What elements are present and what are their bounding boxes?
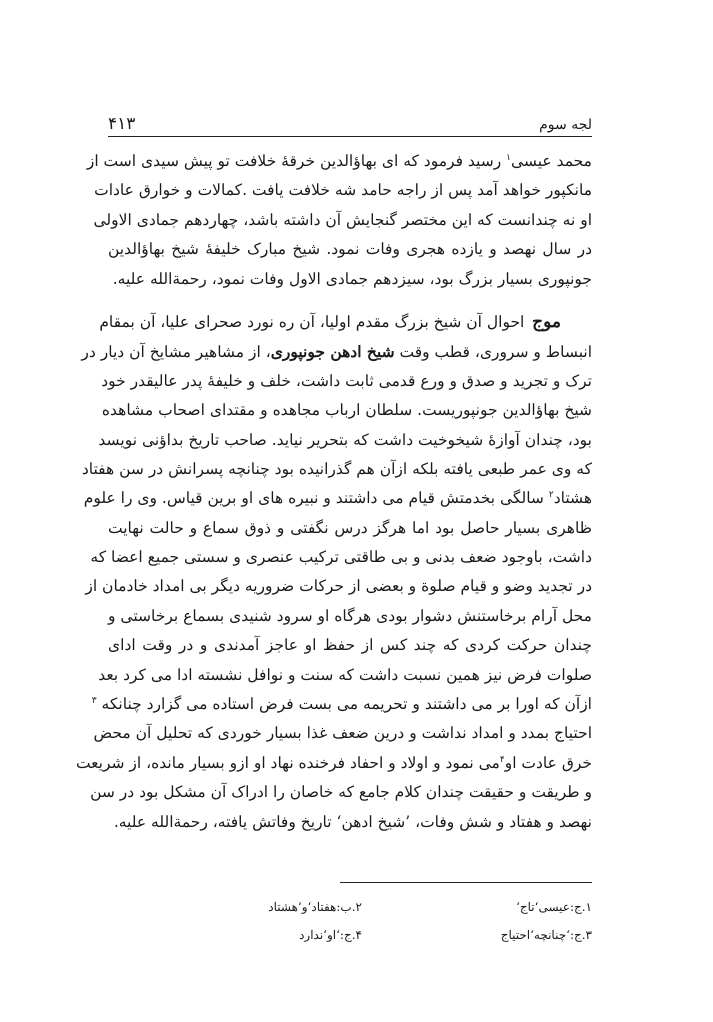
text-segment: رسید فرمود که ای بهاؤالدین خرقهٔ خلافت تو پیش سیدی است از [86,152,502,170]
text-line: شیخ بهاؤالدین جونپوریست. سلطان ارباب مجاهده و مقتدای اصحاب مشاهده [101,401,592,420]
text-line [83,484,592,513]
text-segment: هشتاد [553,489,592,508]
text-line: ظاهری بسیار حاصل بود اما هرگز درس نگفتی و ذوق سماع و حالت نهایت [108,518,592,537]
text-line: در تجدید وضو و قیام صلوة و بعضی از حرکات ضروریه دیگر بی امداد خادمان از [85,577,592,596]
header-rule [108,136,592,137]
footnote-3: ۳.ج:‘چنانچه‘احتیاج [500,928,592,942]
footnote-rule [340,882,592,883]
text-line: او نه چندانست که این مختصر گنجایش آن داشته باشد، چهاردهم جمادی الاولی [93,210,592,229]
text-line [86,147,592,176]
text-segment: ، از مشاهیر مشایخ آن دیار در [81,343,271,362]
running-title: لجه سوم [539,117,592,133]
text-segment: می نمود و اولاد و احفاد فرخنده نهاد او ازو بسیار مانده، از شریعت [75,753,500,772]
text-segment: ازآن که اورا بر می داشتند و تحریمه می بست فرض استاده می گزارد چنانکه [101,695,592,714]
text-line: و طریقت و حقیقت چندان کلام جامع که خاصان را ادراک آن مشکل بود در سن [90,783,592,802]
footnote-row [108,921,592,949]
text-line [99,308,592,337]
text-line: مانکپور خواهد آمد پس از راجه حامد شه خلافت یافت .کمالات و خوارق عادات [94,181,592,200]
text-line: در سال نهصد و یازده هجری وفات نمود. شیخ مبارک خلیفهٔ شیخ بهاؤالدین [108,240,592,259]
footnote-marker: ۲ [548,490,554,501]
text-line [81,337,592,366]
footnotes [108,893,592,949]
section-keyword: موج [532,311,561,332]
text-line [75,749,592,778]
text-line: جونپوری بسیار بزرگ بود، سیزدهم جمادی الاول وفات نمود، رحمةالله علیه. [112,269,592,288]
page-header [108,114,592,134]
text-line [91,690,592,719]
footnote-row [108,893,592,921]
text-segment: انبساط و سروری، قطب وقت [399,343,592,362]
footnote-marker: ۳ [91,696,97,707]
text-line: ترک و تجرید و صدق و ورع قدمی ثابت داشت، خلف و خلیفهٔ پدر عالیقدر خود [101,371,592,390]
text-segment: سالگی بخدمتش قیام می داشتند و نبیره های او برین قیاس. وی را علوم [83,489,544,508]
text-segment: خرق عادت او [504,753,592,772]
page-number: ۴۱۳ [108,114,136,134]
text-line: داشت، باوجود ضعف بدنی و بی طاقتی ترکیب عنصری و سستی جمیع اعضا که [90,548,592,567]
body-text [75,147,592,837]
text-line: نهصد و هفتاد و شش وفات، ’شیخ ادهن‘ تاریخ وفاتش یافته، رحمةالله علیه. [113,812,592,831]
text-line: صلوات فرض نیز همین نسبت داشت که سنت و نوافل نشسته ادا می کرد بعد [98,665,592,684]
footnote-4: ۴.ج:‘او‘ندارد [299,928,362,942]
text-line: که وی عمر طبعی یافته بلکه ازآن هم گذرانیده بود چنانچه پسرانش در سن هفتاد [81,459,592,478]
footnote-1: ۱.ج:عیسی‘تاج‘ [516,900,592,914]
paragraph-gap [108,294,592,308]
footnote-marker: ۱ [506,153,511,163]
footnote-marker: ۴ [499,754,505,765]
text-segment: احوال آن شیخ بزرگ مقدم اولیا، آن ره نورد صحرای علیا، آن بمقام [99,312,525,331]
text-segment: محمد عیسی [510,152,592,170]
text-line: محل آرام برخاستنش دشوار بودی هرگاه او سرود شنیدی بسماع برخاستی و [108,606,592,625]
footnote-2: ۲.ب:هفتاد‘و‘هشتاد [268,900,362,914]
text-line: بود، چندان آوازهٔ شیخوخیت داشت که بتحریر نیاید. صاحب تاریخ بداؤنی نویسد [98,430,592,449]
bold-name: شیخ ادهن جونپوری [270,342,395,362]
text-line: چندان حرکت کردی که چند کس از حفظ او عاجز آمدندی و در وقت ادای [108,636,592,655]
text-line: احتیاج بمدد و امداد نداشت و درین ضعف غذا بسیار خوردی که تحلیل آن محض [93,724,592,743]
